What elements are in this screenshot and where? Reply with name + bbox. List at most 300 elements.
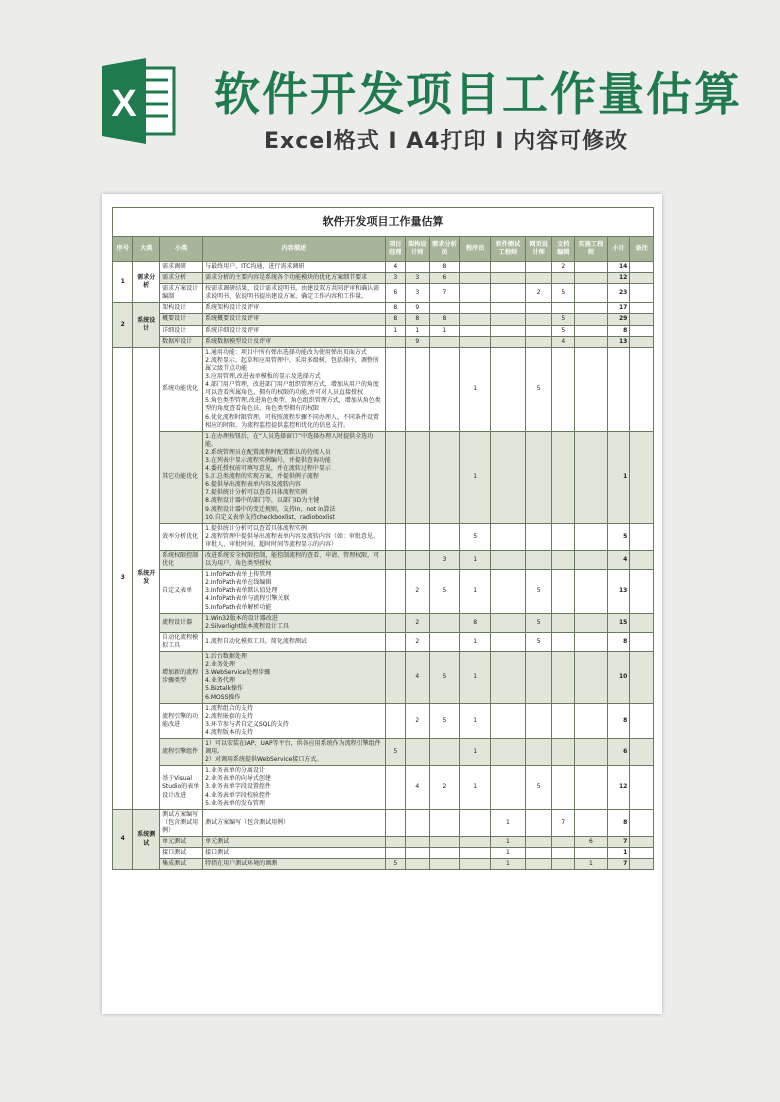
remark-cell — [630, 523, 654, 550]
value-cell — [385, 523, 405, 550]
value-cell: 4 — [385, 262, 405, 273]
description-line: 单元测试 — [205, 838, 230, 845]
value-cell: 9 — [406, 303, 430, 314]
value-cell: 8 — [406, 314, 430, 325]
column-header: 小类 — [160, 237, 203, 262]
subcategory-cell: 流程引擎组件 — [160, 738, 203, 765]
value-cell — [525, 431, 552, 523]
group-number: 3 — [113, 347, 133, 809]
value-cell — [552, 303, 575, 314]
value-cell — [491, 336, 526, 347]
value-cell — [575, 303, 608, 314]
value-cell — [491, 613, 526, 632]
value-cell — [525, 837, 552, 848]
remark-cell — [630, 570, 654, 613]
description-cell — [203, 551, 385, 570]
value-cell: 2 — [552, 262, 575, 273]
column-header: 软件测试工程师 — [491, 237, 526, 262]
value-cell: 2 — [406, 703, 430, 738]
description-line: 1.InfoPath表单上传管理 — [205, 571, 272, 579]
description-line: 1.流程组合的支持 — [205, 704, 253, 712]
description-line: 4.业务表单字段校验控件 — [205, 791, 271, 799]
description-line: 4.流程版本的支持 — [205, 728, 253, 736]
table-row — [113, 837, 654, 848]
description-cell — [203, 314, 385, 325]
subtotal-cell: 7 — [607, 837, 630, 848]
value-cell — [491, 325, 526, 336]
table-row — [113, 766, 654, 809]
description-line: 2.流程嵌套的支持 — [205, 712, 253, 720]
value-cell — [491, 703, 526, 738]
value-cell: 5 — [385, 738, 405, 765]
header-row — [113, 237, 654, 262]
remark-cell — [630, 325, 654, 336]
subcategory-cell: 需求分析 — [160, 273, 203, 284]
value-cell — [460, 859, 491, 870]
remark-cell — [630, 314, 654, 325]
value-cell — [525, 809, 552, 836]
value-cell: 2 — [406, 632, 430, 651]
subcategory-cell: 接口测试 — [160, 848, 203, 859]
value-cell — [552, 766, 575, 809]
value-cell — [406, 848, 430, 859]
value-cell — [460, 314, 491, 325]
spreadsheet-paper — [102, 194, 662, 1014]
description-line: 2.流程显示、起草和应用管理中，采用多级树，包括排序，调整所属父级节点功能 — [205, 356, 379, 372]
subtotal-cell: 23 — [607, 284, 630, 303]
value-cell — [429, 613, 460, 632]
description-line: 特指在用户测试环境的调测 — [205, 860, 278, 868]
subtotal-cell: 29 — [607, 314, 630, 325]
description-line: 1.Win32版本的设计器改进 — [205, 614, 278, 622]
description-line: 7.提供统计分析可以查看具体流程实例 — [205, 489, 307, 497]
subtotal-cell: 8 — [607, 325, 630, 336]
remark-cell — [630, 284, 654, 303]
description-cell — [203, 809, 385, 836]
value-cell — [406, 859, 430, 870]
value-cell — [525, 738, 552, 765]
description-line: 3.业务表单字段设置控件 — [205, 783, 271, 791]
value-cell — [575, 336, 608, 347]
value-cell: 1 — [460, 431, 491, 523]
table-row — [113, 703, 654, 738]
value-cell: 8 — [429, 262, 460, 273]
description-line: 接口测试 — [205, 849, 230, 857]
value-cell: 2 — [406, 613, 430, 632]
description-cell — [203, 848, 385, 859]
description-line: 与最终用户、ITC沟通，进行需求调研 — [205, 263, 305, 270]
value-cell: 1 — [406, 325, 430, 336]
description-cell — [203, 273, 385, 284]
table-row — [113, 613, 654, 632]
description-line: 4.部门用户管理，改进部门用户组织管理方式，增加从用户的角度可以查看所属角色，拥有的权限的功能,并可对人员直接授权 — [205, 381, 379, 397]
value-cell: 3 — [406, 273, 430, 284]
value-cell — [429, 859, 460, 870]
value-cell: 5 — [460, 523, 491, 550]
remark-cell — [630, 262, 654, 273]
value-cell: 8 — [429, 314, 460, 325]
value-cell — [575, 848, 608, 859]
value-cell — [525, 303, 552, 314]
page-subtitle: Excel格式 I A4打印 I 内容可修改 — [264, 129, 629, 154]
value-cell: 1 — [460, 652, 491, 704]
column-header: 内容描述 — [203, 237, 385, 262]
value-cell — [385, 766, 405, 809]
remark-cell — [630, 347, 654, 431]
description-cell — [203, 703, 385, 738]
value-cell — [525, 848, 552, 859]
value-cell — [575, 652, 608, 704]
value-cell — [385, 632, 405, 651]
value-cell: 1 — [460, 632, 491, 651]
value-cell — [575, 766, 608, 809]
value-cell — [575, 632, 608, 651]
value-cell — [429, 303, 460, 314]
value-cell — [552, 632, 575, 651]
group-category: 系统开发 — [133, 347, 160, 809]
table-row — [113, 303, 654, 314]
subcategory-cell: 流程引擎的功能改进 — [160, 703, 203, 738]
value-cell — [460, 273, 491, 284]
value-cell: 2 — [429, 766, 460, 809]
subcategory-cell: 详细设计 — [160, 325, 203, 336]
subtotal-cell: 1 — [607, 848, 630, 859]
value-cell — [575, 314, 608, 325]
value-cell — [460, 284, 491, 303]
remark-cell — [630, 703, 654, 738]
value-cell — [491, 632, 526, 651]
value-cell — [552, 523, 575, 550]
value-cell — [385, 570, 405, 613]
subtotal-cell: 8 — [607, 703, 630, 738]
value-cell — [575, 431, 608, 523]
column-header: 大类 — [133, 237, 160, 262]
subtotal-cell: 15 — [607, 613, 630, 632]
column-header: 项目经理 — [385, 237, 405, 262]
value-cell — [575, 284, 608, 303]
value-cell — [491, 570, 526, 613]
value-cell: 7 — [552, 809, 575, 836]
table-row — [113, 325, 654, 336]
subcategory-cell: 需求调研 — [160, 262, 203, 273]
description-line: 1.后台数据处理 — [205, 653, 247, 661]
remark-cell — [630, 738, 654, 765]
value-cell: 5 — [429, 570, 460, 613]
subtotal-cell: 8 — [607, 809, 630, 836]
remark-cell — [630, 303, 654, 314]
value-cell: 1 — [491, 859, 526, 870]
remark-cell — [630, 336, 654, 347]
description-cell — [203, 284, 385, 303]
table-row — [113, 314, 654, 325]
value-cell — [385, 431, 405, 523]
value-cell: 5 — [385, 859, 405, 870]
group-number: 4 — [113, 809, 133, 870]
value-cell — [385, 347, 405, 431]
value-cell — [552, 273, 575, 284]
value-cell — [460, 336, 491, 347]
value-cell: 5 — [525, 613, 552, 632]
subcategory-cell: 增加新的流程步骤类型 — [160, 652, 203, 704]
value-cell: 8 — [460, 613, 491, 632]
value-cell — [406, 738, 430, 765]
table-row — [113, 336, 654, 347]
subcategory-cell: 测试方案编写（包含测试用例） — [160, 809, 203, 836]
description-cell — [203, 336, 385, 347]
description-line: 3.环节参与者自定义SQL的支持 — [205, 720, 289, 728]
value-cell — [575, 347, 608, 431]
description-line: 5.业务表单的发布管理 — [205, 799, 265, 807]
column-header: 序号 — [113, 237, 133, 262]
value-cell — [429, 809, 460, 836]
column-header: 文档编辑 — [552, 237, 575, 262]
description-line: 2）对调用系统提供WebService接口方式。 — [205, 756, 323, 764]
promo-banner — [0, 0, 780, 180]
subcategory-cell: 需求方案设计编制 — [160, 284, 203, 303]
column-header: 实施工程师 — [575, 237, 608, 262]
subcategory-cell: 系统功能优化 — [160, 347, 203, 431]
workload-table — [112, 207, 654, 870]
value-cell — [406, 551, 430, 570]
description-line: 按需求调研结果，设计需求说明书，由建设双方共同评审和确认需求说明书，依说明书提出建设方案，确定工作内容和工作量。 — [205, 285, 380, 301]
value-cell: 7 — [429, 284, 460, 303]
group-number: 1 — [113, 262, 133, 303]
description-line: 系统数据模型设计及评审 — [205, 337, 272, 345]
table-row — [113, 809, 654, 836]
description-line: 4.委托授权前可填写意见，并在流转过程中显示 — [205, 465, 331, 473]
value-cell: 5 — [525, 632, 552, 651]
value-cell — [406, 837, 430, 848]
value-cell — [575, 809, 608, 836]
description-cell — [203, 325, 385, 336]
value-cell — [385, 652, 405, 704]
value-cell — [525, 703, 552, 738]
subcategory-cell: 系统权限控制优化 — [160, 551, 203, 570]
value-cell: 2 — [406, 570, 430, 613]
value-cell: 3 — [385, 273, 405, 284]
description-line: 5.角色类型管理,改进角色类型、角色组织管理方式，增加从角色类型的角度查看角色员，角色类型拥有的权限 — [205, 397, 381, 413]
value-cell — [491, 766, 526, 809]
description-line: 2.系统管理员在配置流程时配置默认的待阅人员 — [205, 448, 331, 456]
value-cell: 3 — [429, 551, 460, 570]
value-cell: 1 — [460, 766, 491, 809]
value-cell: 5 — [552, 314, 575, 325]
table-row — [113, 859, 654, 870]
value-cell — [575, 523, 608, 550]
value-cell — [552, 848, 575, 859]
value-cell — [491, 523, 526, 550]
description-line: 3.在列表中显示流程实例编号，并提供查询功能 — [205, 456, 331, 464]
page-title: 软件开发项目工作量估算 — [214, 67, 742, 121]
subtotal-cell: 14 — [607, 262, 630, 273]
value-cell — [460, 325, 491, 336]
description-cell — [203, 523, 385, 550]
value-cell — [552, 570, 575, 613]
value-cell — [525, 551, 552, 570]
value-cell: 1 — [460, 570, 491, 613]
table-row — [113, 273, 654, 284]
description-line: 4.业务代理 — [205, 677, 235, 685]
value-cell: 5 — [429, 703, 460, 738]
subcategory-cell: 效率分析优化 — [160, 523, 203, 550]
value-cell — [552, 613, 575, 632]
value-cell: 4 — [406, 652, 430, 704]
value-cell — [429, 837, 460, 848]
description-line: 改进系统安全权限控制，能控制流程的查看、申请、管理权限，可以为用户、角色类型授权 — [205, 552, 380, 568]
description-line: 2.业务处理 — [205, 661, 235, 669]
value-cell — [552, 837, 575, 848]
value-cell — [552, 347, 575, 431]
value-cell — [525, 523, 552, 550]
description-line: 4.InfoPath表单与流程引擎关联 — [205, 595, 290, 603]
value-cell — [491, 314, 526, 325]
table-row — [113, 632, 654, 651]
description-line: 1.业务表单的分离设计 — [205, 767, 265, 775]
excel-logo-icon — [102, 58, 178, 144]
value-cell — [406, 523, 430, 550]
value-cell — [575, 738, 608, 765]
subtotal-cell: 13 — [607, 570, 630, 613]
value-cell — [491, 652, 526, 704]
description-cell — [203, 738, 385, 765]
description-line: 1.在办理按钮后，在“人员选择窗口”中选择办理人时提供全选功能。 — [205, 432, 374, 448]
remark-cell — [630, 551, 654, 570]
remark-cell — [630, 859, 654, 870]
subcategory-cell: 其它功能优化 — [160, 431, 203, 523]
description-line: 6.MOSS操作 — [205, 693, 241, 701]
value-cell — [429, 523, 460, 550]
value-cell — [460, 809, 491, 836]
description-cell — [203, 766, 385, 809]
value-cell — [552, 652, 575, 704]
value-cell: 1 — [429, 325, 460, 336]
subtotal-cell: 7 — [607, 859, 630, 870]
subcategory-cell: 自动化流程模拟工具 — [160, 632, 203, 651]
description-line: 6.提供导出流程表单内容及流转内容 — [205, 481, 301, 489]
subtotal-cell: 5 — [607, 523, 630, 550]
sheet-title-row — [113, 208, 654, 237]
table-row — [113, 551, 654, 570]
group-category: 需求分析 — [133, 262, 160, 303]
value-cell: 1 — [460, 551, 491, 570]
column-header: 需求分析员 — [429, 237, 460, 262]
value-cell — [525, 314, 552, 325]
description-cell — [203, 262, 385, 273]
value-cell: 4 — [552, 336, 575, 347]
value-cell: 8 — [385, 314, 405, 325]
value-cell: 2 — [525, 284, 552, 303]
description-line: 5.InfoPath表单解析功能 — [205, 603, 272, 611]
description-line: 3.应用管理,改进表单模板的显示及选择方式 — [205, 373, 321, 381]
subtotal-cell: 1 — [607, 431, 630, 523]
table-row — [113, 848, 654, 859]
value-cell — [525, 336, 552, 347]
value-cell — [406, 347, 430, 431]
value-cell — [406, 809, 430, 836]
value-cell: 6 — [575, 837, 608, 848]
value-cell — [491, 347, 526, 431]
group-category: 系统测试 — [133, 809, 160, 870]
subcategory-cell: 基于Visual Studio的表单设计改进 — [160, 766, 203, 809]
subcategory-cell: 集成测试 — [160, 859, 203, 870]
value-cell — [406, 262, 430, 273]
value-cell — [460, 837, 491, 848]
table-row — [113, 262, 654, 273]
value-cell — [552, 703, 575, 738]
svg-text:X: X — [111, 83, 137, 125]
value-cell — [491, 284, 526, 303]
remark-cell — [630, 273, 654, 284]
value-cell: 4 — [406, 766, 430, 809]
description-line: 需求分析的主要内容是系统各个功能模块的优化方案细节要求 — [205, 274, 368, 282]
value-cell — [491, 262, 526, 273]
value-cell — [385, 703, 405, 738]
remark-cell — [630, 837, 654, 848]
value-cell: 6 — [429, 273, 460, 284]
value-cell — [552, 431, 575, 523]
description-line: 2.InfoPath表单在线编辑 — [205, 579, 272, 587]
value-cell — [552, 551, 575, 570]
subcategory-cell: 概要设计 — [160, 314, 203, 325]
value-cell — [491, 303, 526, 314]
table-row — [113, 431, 654, 523]
value-cell — [525, 652, 552, 704]
description-cell — [203, 570, 385, 613]
table-row — [113, 347, 654, 431]
description-line: 1.流程自动化模拟工具，简化流程测试 — [205, 637, 307, 645]
description-line: 3.WebService处理步骤 — [205, 669, 271, 677]
table-row — [113, 284, 654, 303]
value-cell: 5 — [429, 652, 460, 704]
value-cell — [385, 837, 405, 848]
description-line: 系统架构设计及评审 — [205, 304, 260, 312]
value-cell — [575, 551, 608, 570]
value-cell: 1 — [575, 859, 608, 870]
value-cell — [460, 303, 491, 314]
table-row — [113, 523, 654, 550]
value-cell: 5 — [525, 347, 552, 431]
value-cell — [575, 273, 608, 284]
remark-cell — [630, 431, 654, 523]
value-cell: 1 — [491, 809, 526, 836]
description-line: 1）可以安装在IAP、UAP等平台，供各应用系统作为流程引擎组件调用。 — [205, 739, 381, 756]
value-cell — [575, 613, 608, 632]
subtotal-cell: 6 — [607, 738, 630, 765]
subtotal-cell: 13 — [607, 336, 630, 347]
value-cell — [429, 347, 460, 431]
column-header: 小计 — [607, 237, 630, 262]
description-cell — [203, 613, 385, 632]
value-cell: 3 — [406, 284, 430, 303]
value-cell — [385, 336, 405, 347]
description-line: 测试方案编写（包含测试用例） — [205, 818, 290, 826]
value-cell — [385, 848, 405, 859]
description-line: 5.汇总类流程的实现方案，并提供例子流程 — [205, 473, 319, 481]
column-header: 程序员 — [460, 237, 491, 262]
remark-cell — [630, 809, 654, 836]
subtotal-cell: 17 — [607, 303, 630, 314]
value-cell: 1 — [460, 347, 491, 431]
value-cell — [385, 613, 405, 632]
table-row — [113, 738, 654, 765]
value-cell — [429, 431, 460, 523]
description-cell — [203, 431, 385, 523]
value-cell — [552, 738, 575, 765]
value-cell: 5 — [552, 325, 575, 336]
description-line: 5.Biztalk操作 — [205, 685, 243, 693]
value-cell — [406, 431, 430, 523]
description-cell — [203, 632, 385, 651]
